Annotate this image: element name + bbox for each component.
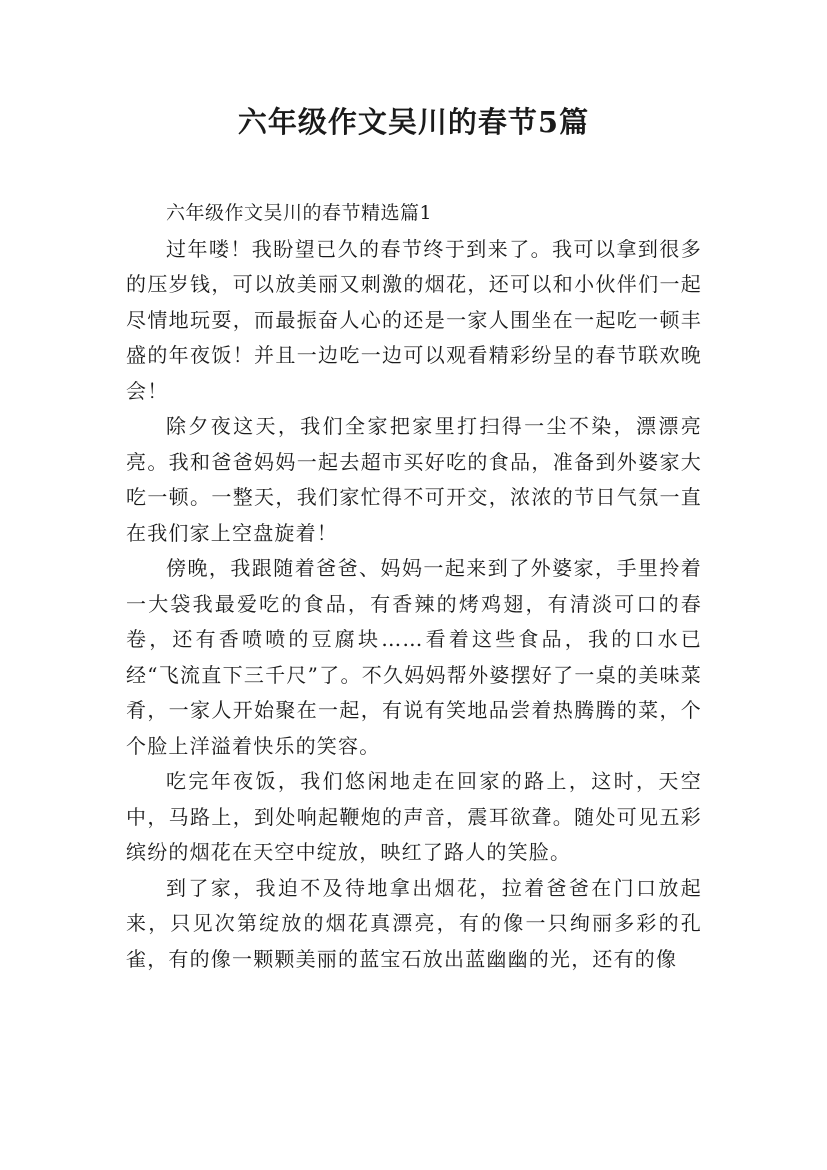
paragraph: 除夕夜这天，我们全家把家里打扫得一尘不染，漂漂亮亮。我和爸爸妈妈一起去超市买好吃的食品，准备到外婆家大吃一顿。一整天，我们家忙得不可开交，浓浓的节日气氛一直在我们家上空盘旋着！ — [126, 414, 702, 545]
paragraph: 到了家，我迫不及待地拿出烟花，拉着爸爸在门口放起来，只见次第绽放的烟花真漂亮，有的像一只绚丽多彩的孔雀，有的像一颗颗美丽的蓝宝石放出蓝幽幽的光，还有的像 — [126, 875, 702, 971]
document-body — [126, 196, 702, 977]
paragraph: 傍晚，我跟随着爸爸、妈妈一起来到了外婆家，手里拎着一大袋我最爱吃的食品，有香辣的烤鸡翅，有清淡可口的春卷，还有香喷喷的豆腐块……看着这些食品，我的口水已经“飞流直下三千尺”了。不久妈妈帮外婆摆好了一桌的美味菜肴，一家人开始聚在一起，有说有笑地品尝着热腾腾的菜，个个脸上洋溢着快乐的笑容。 — [126, 556, 702, 758]
section-subtitle: 六年级作文吴川的春节精选篇1 — [166, 202, 433, 224]
document-title: 六年级作文吴川的春节5篇 — [237, 105, 590, 139]
paragraph: 过年喽！我盼望已久的春节终于到来了。我可以拿到很多的压岁钱，可以放美丽又刺激的烟花，还可以和小伙伴们一起尽情地玩耍，而最振奋人心的还是一家人围坐在一起吃一顿丰盛的年夜饭！并且一边吃一边可以观看精彩纷呈的春节联欢晚会！ — [126, 236, 702, 403]
paragraph: 吃完年夜饭，我们悠闲地走在回家的路上，这时，天空中，马路上，到处响起鞭炮的声音，震耳欲聋。随处可见五彩缤纷的烟花在天空中绽放，映红了路人的笑脸。 — [126, 769, 702, 864]
